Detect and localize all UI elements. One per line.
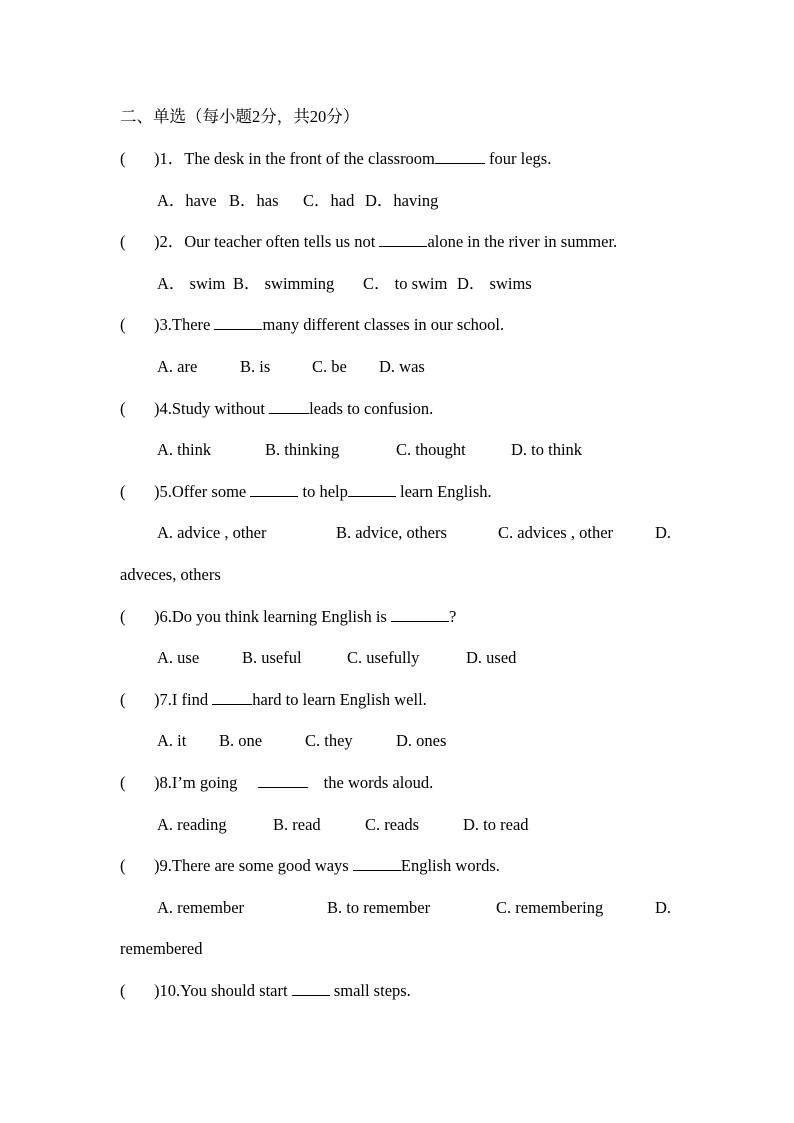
- option-d: D.: [655, 898, 672, 917]
- answer-blank: [379, 232, 427, 247]
- question-text: Our teacher often tells us not: [184, 232, 380, 251]
- option-a: A. think: [157, 440, 212, 459]
- answer-paren-close: ): [154, 232, 160, 251]
- option-a: A. reading: [157, 815, 227, 834]
- option-c: C. they: [305, 731, 353, 750]
- option-b: B. useful: [242, 648, 302, 667]
- question-number: 7.: [159, 690, 172, 709]
- question-text: The desk in the front of the classroom: [184, 149, 435, 168]
- question-text-end: learn English.: [395, 482, 492, 501]
- option-b: B. one: [219, 731, 263, 750]
- question-number: 2．: [159, 232, 185, 251]
- answer-paren-open: (: [120, 315, 126, 334]
- question-number: 8.: [159, 773, 172, 792]
- question-5: [120, 482, 492, 502]
- question-number: 3.: [159, 315, 172, 334]
- question-text: I find: [171, 690, 213, 709]
- option-c: C. thought: [396, 440, 466, 459]
- question-number: 9.: [159, 856, 172, 875]
- question-text-mid: to help: [298, 482, 348, 501]
- option-b: B. to remember: [327, 898, 431, 917]
- option-a: A． swim: [157, 274, 226, 293]
- answer-paren-close: ): [154, 399, 160, 418]
- answer-paren-close: ): [154, 315, 160, 334]
- option-d: D. used: [466, 648, 517, 667]
- answer-paren-open: (: [120, 607, 126, 626]
- answer-paren-close: ): [154, 981, 160, 1000]
- option-c: C. usefully: [347, 648, 420, 667]
- answer-paren-open: (: [120, 399, 126, 418]
- answer-paren-close: ): [154, 856, 160, 875]
- question-text-end: the words aloud.: [319, 773, 434, 792]
- option-d-continued: adveces, others: [120, 565, 221, 584]
- option-d: D. to think: [511, 440, 583, 459]
- answer-paren-open: (: [120, 773, 126, 792]
- question-2: [120, 232, 617, 252]
- question-text: I’m going: [171, 773, 242, 792]
- option-d: D. ones: [396, 731, 447, 750]
- question-text-end: alone in the river in summer.: [427, 232, 618, 251]
- question-number: 5.: [159, 482, 172, 501]
- option-b: B．has: [229, 191, 279, 210]
- answer-paren-close: ): [154, 607, 160, 626]
- answer-paren-open: (: [120, 981, 126, 1000]
- question-number: 10.: [159, 981, 181, 1000]
- question-text: You should start: [180, 981, 292, 1000]
- answer-paren-open: (: [120, 149, 126, 168]
- question-text-end: four legs.: [484, 149, 552, 168]
- answer-blank: [435, 149, 485, 164]
- question-text: Do you think learning English is: [171, 607, 391, 626]
- answer-blank: [292, 981, 330, 996]
- question-text-end: leads to confusion.: [309, 399, 434, 418]
- option-a: A. use: [157, 648, 200, 667]
- option-a: A. remember: [157, 898, 245, 917]
- option-a: A．have: [157, 191, 217, 210]
- question-text-end: ?: [448, 607, 457, 626]
- answer-blank: [214, 315, 262, 330]
- question-text: Offer some: [171, 482, 251, 501]
- section-title: 二、单选（每小题2分，共20分）: [120, 107, 360, 126]
- option-c: C. reads: [365, 815, 420, 834]
- answer-blank: [391, 607, 449, 622]
- question-text: There are some good ways: [171, 856, 353, 875]
- answer-paren-open: (: [120, 856, 126, 875]
- answer-blank: [212, 690, 252, 705]
- option-b: B. read: [273, 815, 321, 834]
- question-4: [120, 399, 433, 419]
- question-8: [120, 773, 433, 793]
- question-text-end: many different classes in our school.: [262, 315, 505, 334]
- option-b: B. advice, others: [336, 523, 447, 542]
- answer-paren-close: ): [154, 773, 160, 792]
- question-text: There: [171, 315, 215, 334]
- option-d: D. was: [379, 357, 425, 376]
- answer-paren-close: ): [154, 690, 160, 709]
- option-c: C． to swim: [363, 274, 448, 293]
- answer-paren-open: (: [120, 690, 126, 709]
- answer-blank: [250, 482, 298, 497]
- answer-blank-2: [348, 482, 396, 497]
- question-number: 6.: [159, 607, 172, 626]
- option-d: D．having: [365, 191, 439, 210]
- option-d-continued: remembered: [120, 939, 203, 958]
- option-b: B. thinking: [265, 440, 340, 459]
- answer-paren-close: ): [154, 482, 160, 501]
- answer-blank: [353, 856, 401, 871]
- answer-blank: [269, 399, 309, 414]
- option-a: A. are: [157, 357, 198, 376]
- question-text-end: small steps.: [329, 981, 411, 1000]
- option-c: C．had: [303, 191, 355, 210]
- question-1: [120, 149, 551, 169]
- question-number: 4.: [159, 399, 172, 418]
- question-text: Study without: [171, 399, 270, 418]
- option-d: D. to read: [463, 815, 529, 834]
- question-6: [120, 607, 456, 627]
- answer-paren-open: (: [120, 482, 126, 501]
- option-c: C. be: [312, 357, 347, 376]
- option-b: B． swimming: [233, 274, 335, 293]
- answer-blank: [258, 773, 308, 788]
- option-d: D． swims: [457, 274, 532, 293]
- question-text-end: hard to learn English well.: [252, 690, 427, 709]
- question-number: 1．: [159, 149, 185, 168]
- question-7: [120, 690, 427, 710]
- question-9: [120, 856, 500, 876]
- option-a: A. advice , other: [157, 523, 267, 542]
- question-3: [120, 315, 504, 335]
- question-10: [120, 981, 411, 1001]
- option-b: B. is: [240, 357, 271, 376]
- option-c: C. advices , other: [498, 523, 614, 542]
- answer-paren-open: (: [120, 232, 126, 251]
- option-a: A. it: [157, 731, 187, 750]
- answer-paren-close: ): [154, 149, 160, 168]
- option-d: D.: [655, 523, 672, 542]
- question-text-end: English words.: [400, 856, 500, 875]
- option-c: C. remembering: [496, 898, 604, 917]
